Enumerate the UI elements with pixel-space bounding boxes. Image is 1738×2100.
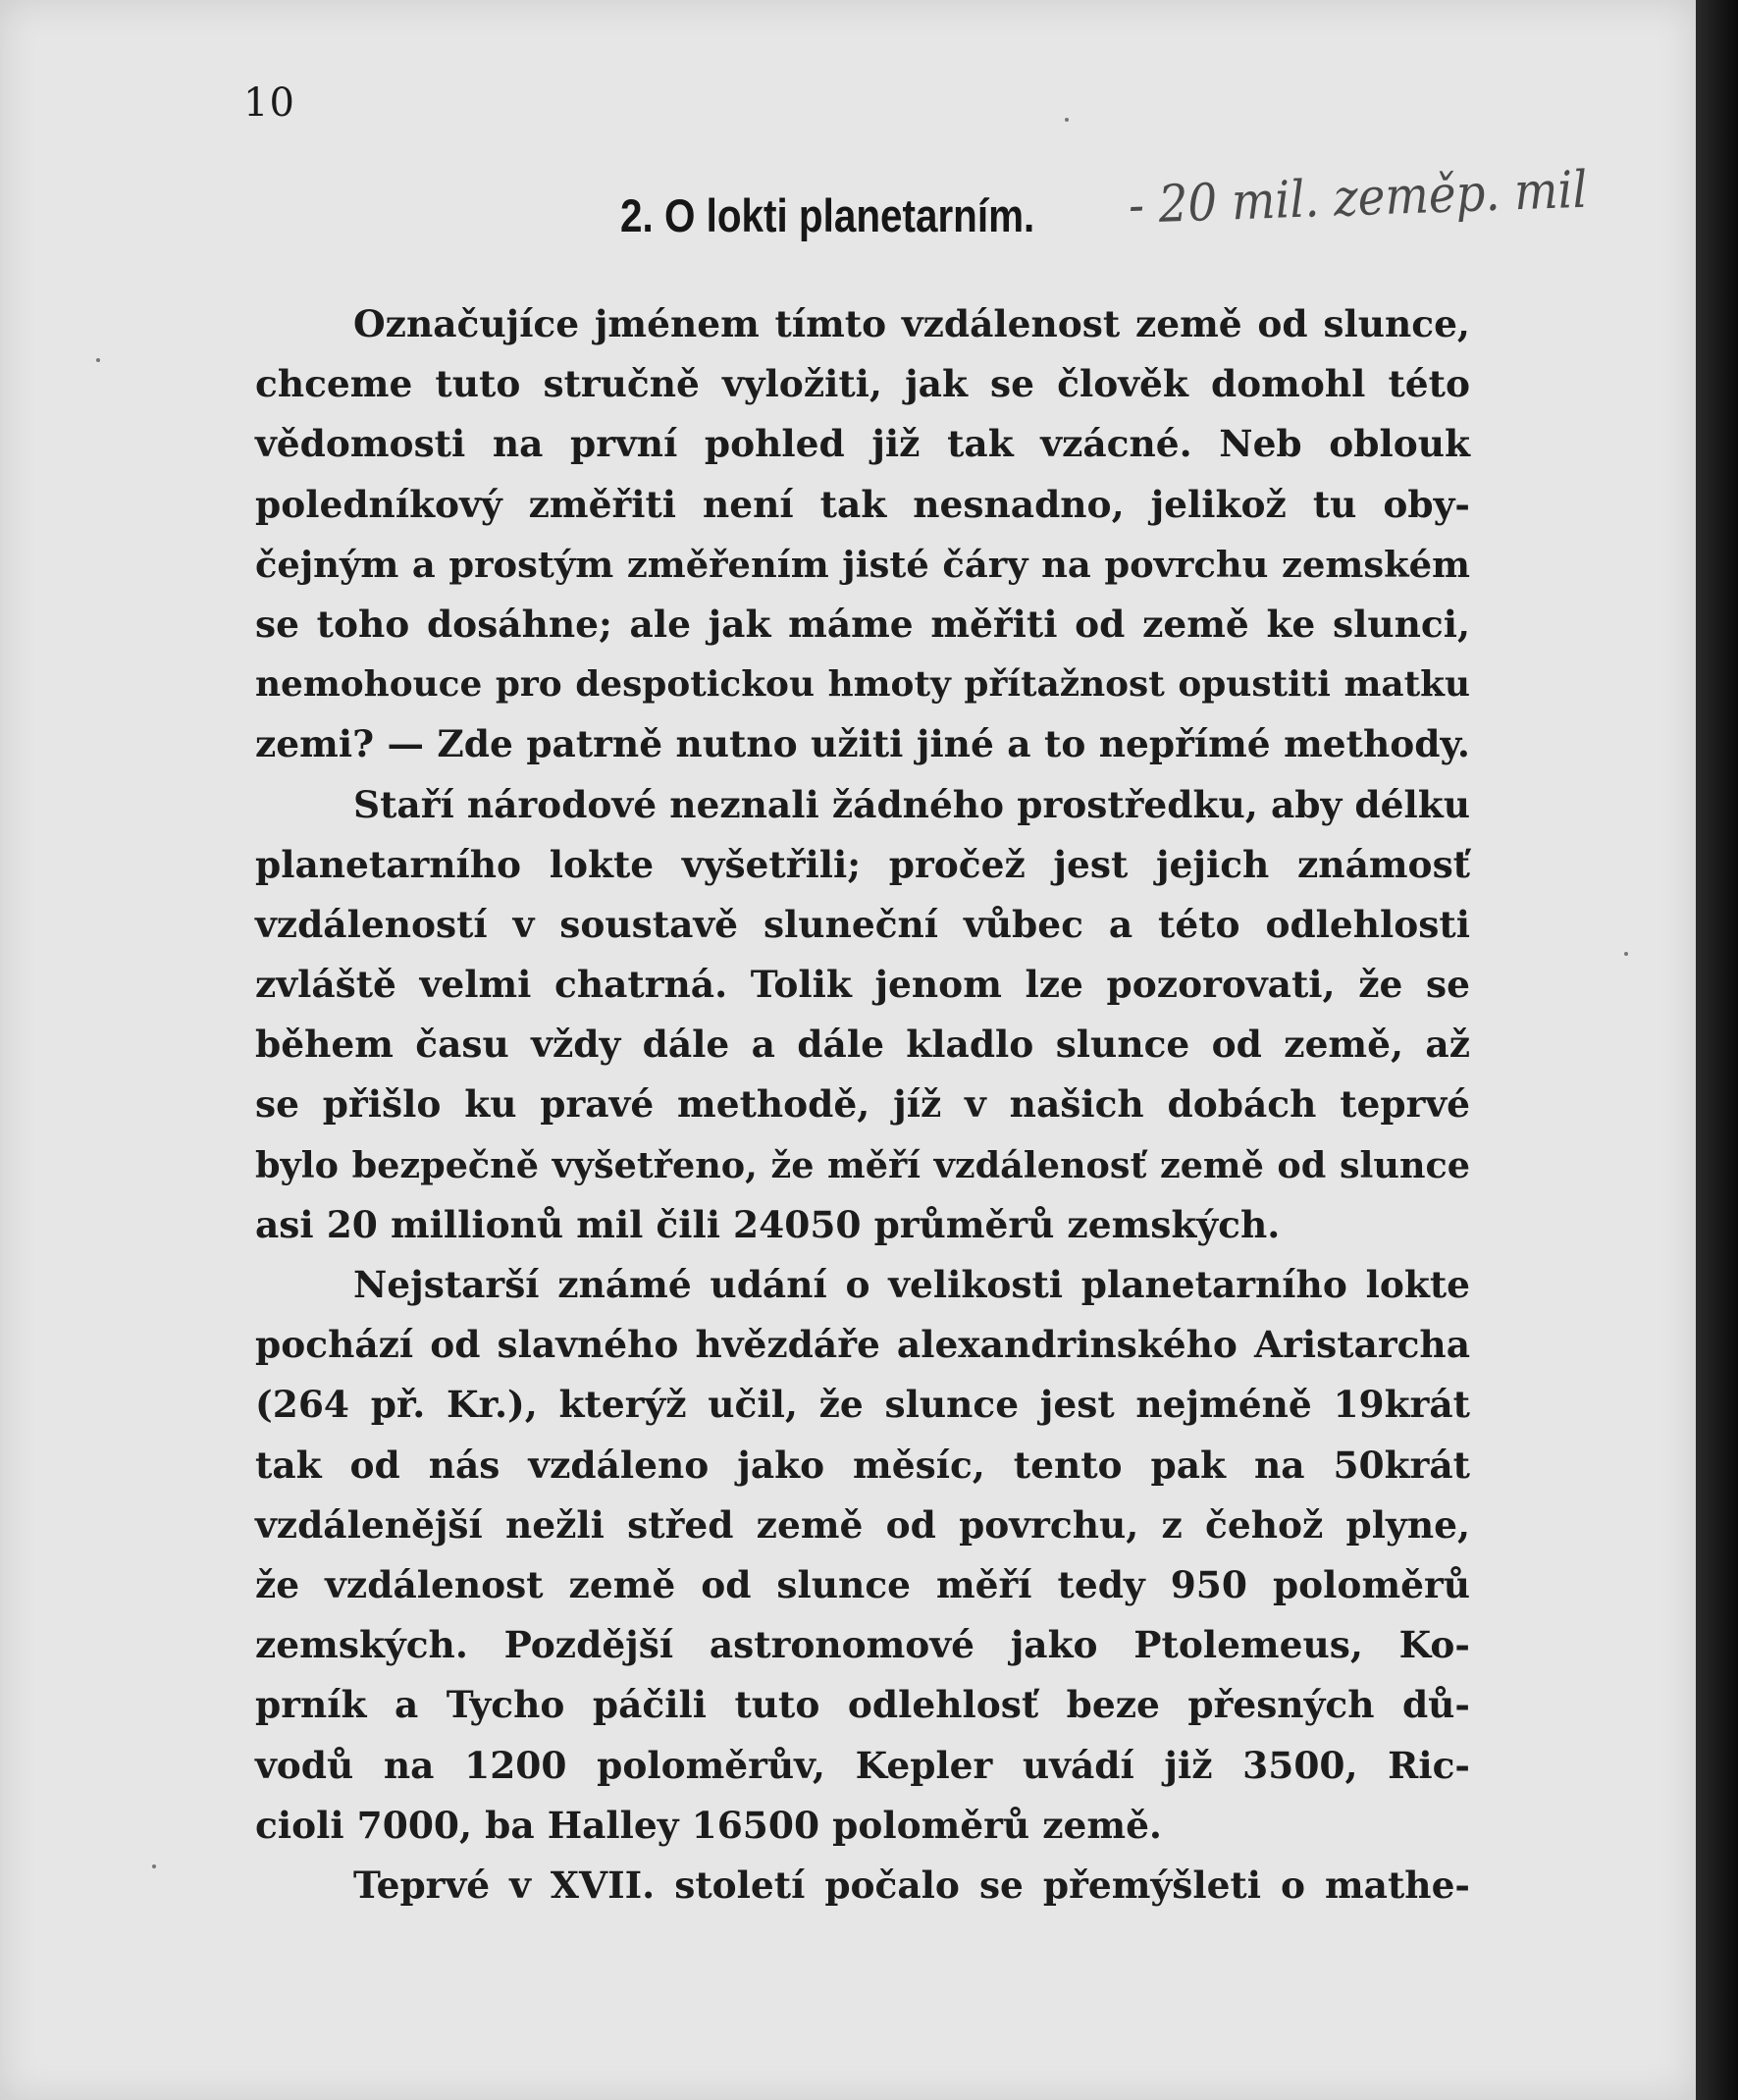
text-line: vědomosti na první pohled již tak vzácné. Neb oblouk [255, 422, 1470, 466]
paper-speck [1065, 118, 1069, 122]
page-number: 10 [243, 80, 295, 126]
text-line: se toho dosáhne; ale jak máme měřiti od země ke slunci, [255, 602, 1470, 646]
paragraph-1 [255, 294, 1470, 775]
text-line: čejným a prostým změřením jisté čáry na povrchu zemském [255, 542, 1470, 586]
text-line: bylo bezpečně vyšetřeno, že měří vzdálenosť země od slunce [255, 1143, 1470, 1186]
text-line: zemi? — Zde patrně nutno užiti jiné a to nepřímé methody. [255, 722, 1470, 766]
text-line: vzdálenější nežli střed země od povrchu, z čehož plyne, [255, 1502, 1470, 1547]
text-line: že vzdálenost země od slunce měří tedy 950 poloměrů [255, 1562, 1470, 1606]
text-line: Teprvé v XVII. století počalo se přemýšleti o mathe- [353, 1863, 1470, 1907]
paragraph-4 [255, 1856, 1470, 1916]
text-line: prník a Tycho páčili tuto odlehlosť beze přesných dů- [255, 1683, 1470, 1727]
body-text [255, 294, 1470, 1916]
paper-speck [1624, 952, 1628, 956]
handwritten-annotation: - 20 mil. zeměp. mil [1127, 160, 1589, 236]
text-line: nemohouce pro despotickou hmoty přítažnost opustiti matku [255, 663, 1470, 706]
text-line: během času vždy dále a dále kladlo slunce od země, až [255, 1023, 1470, 1067]
text-line: se přišlo ku pravé methodě, jíž v našich dobách teprvé [255, 1082, 1470, 1127]
paper-speck [96, 358, 100, 362]
text-line: cioli 7000, ba Halley 16500 poloměrů země. [255, 1803, 1162, 1847]
text-line: planetarního lokte vyšetřili; pročež jest jejich známosť [255, 842, 1470, 886]
text-line: tak od nás vzdáleno jako měsíc, tento pak na 50krát [255, 1443, 1470, 1487]
paragraph-2 [255, 775, 1470, 1256]
book-binding-edge [1696, 0, 1738, 2100]
text-line: vzdáleností v soustavě sluneční vůbec a této odlehlosti [255, 902, 1470, 946]
text-line: asi 20 millionů mil čili 24050 průměrů zemských. [255, 1202, 1281, 1246]
text-line: chceme tuto stručně vyložiti, jak se člověk domohl této [255, 362, 1470, 406]
text-line: zemských. Pozdější astronomové jako Ptolemeus, Ko- [255, 1623, 1470, 1667]
text-line: Označujíce jménem tímto vzdálenost země od slunce, [353, 302, 1470, 345]
text-line: poledníkový změřiti není tak nesnadno, jelikož tu oby- [255, 482, 1470, 526]
paragraph-3 [255, 1255, 1470, 1856]
text-line: Staří národové neznali žádného prostředku, aby délku [353, 782, 1470, 826]
section-heading: 2. O lokti planetarním. [620, 189, 1035, 241]
text-line: Nejstarší známé udání o velikosti planetarního lokte [353, 1263, 1470, 1306]
text-line: zvláště velmi chatrná. Tolik jenom lze pozorovati, že se [255, 963, 1470, 1007]
text-line: pochází od slavného hvězdáře alexandrinského Aristarcha [255, 1323, 1470, 1367]
text-line: (264 př. Kr.), kterýž učil, že slunce jest nejméně 19krát [255, 1383, 1470, 1427]
paper-speck [152, 1864, 156, 1868]
text-line: vodů na 1200 poloměrův, Kepler uvádí již 3500, Ric- [255, 1743, 1470, 1787]
